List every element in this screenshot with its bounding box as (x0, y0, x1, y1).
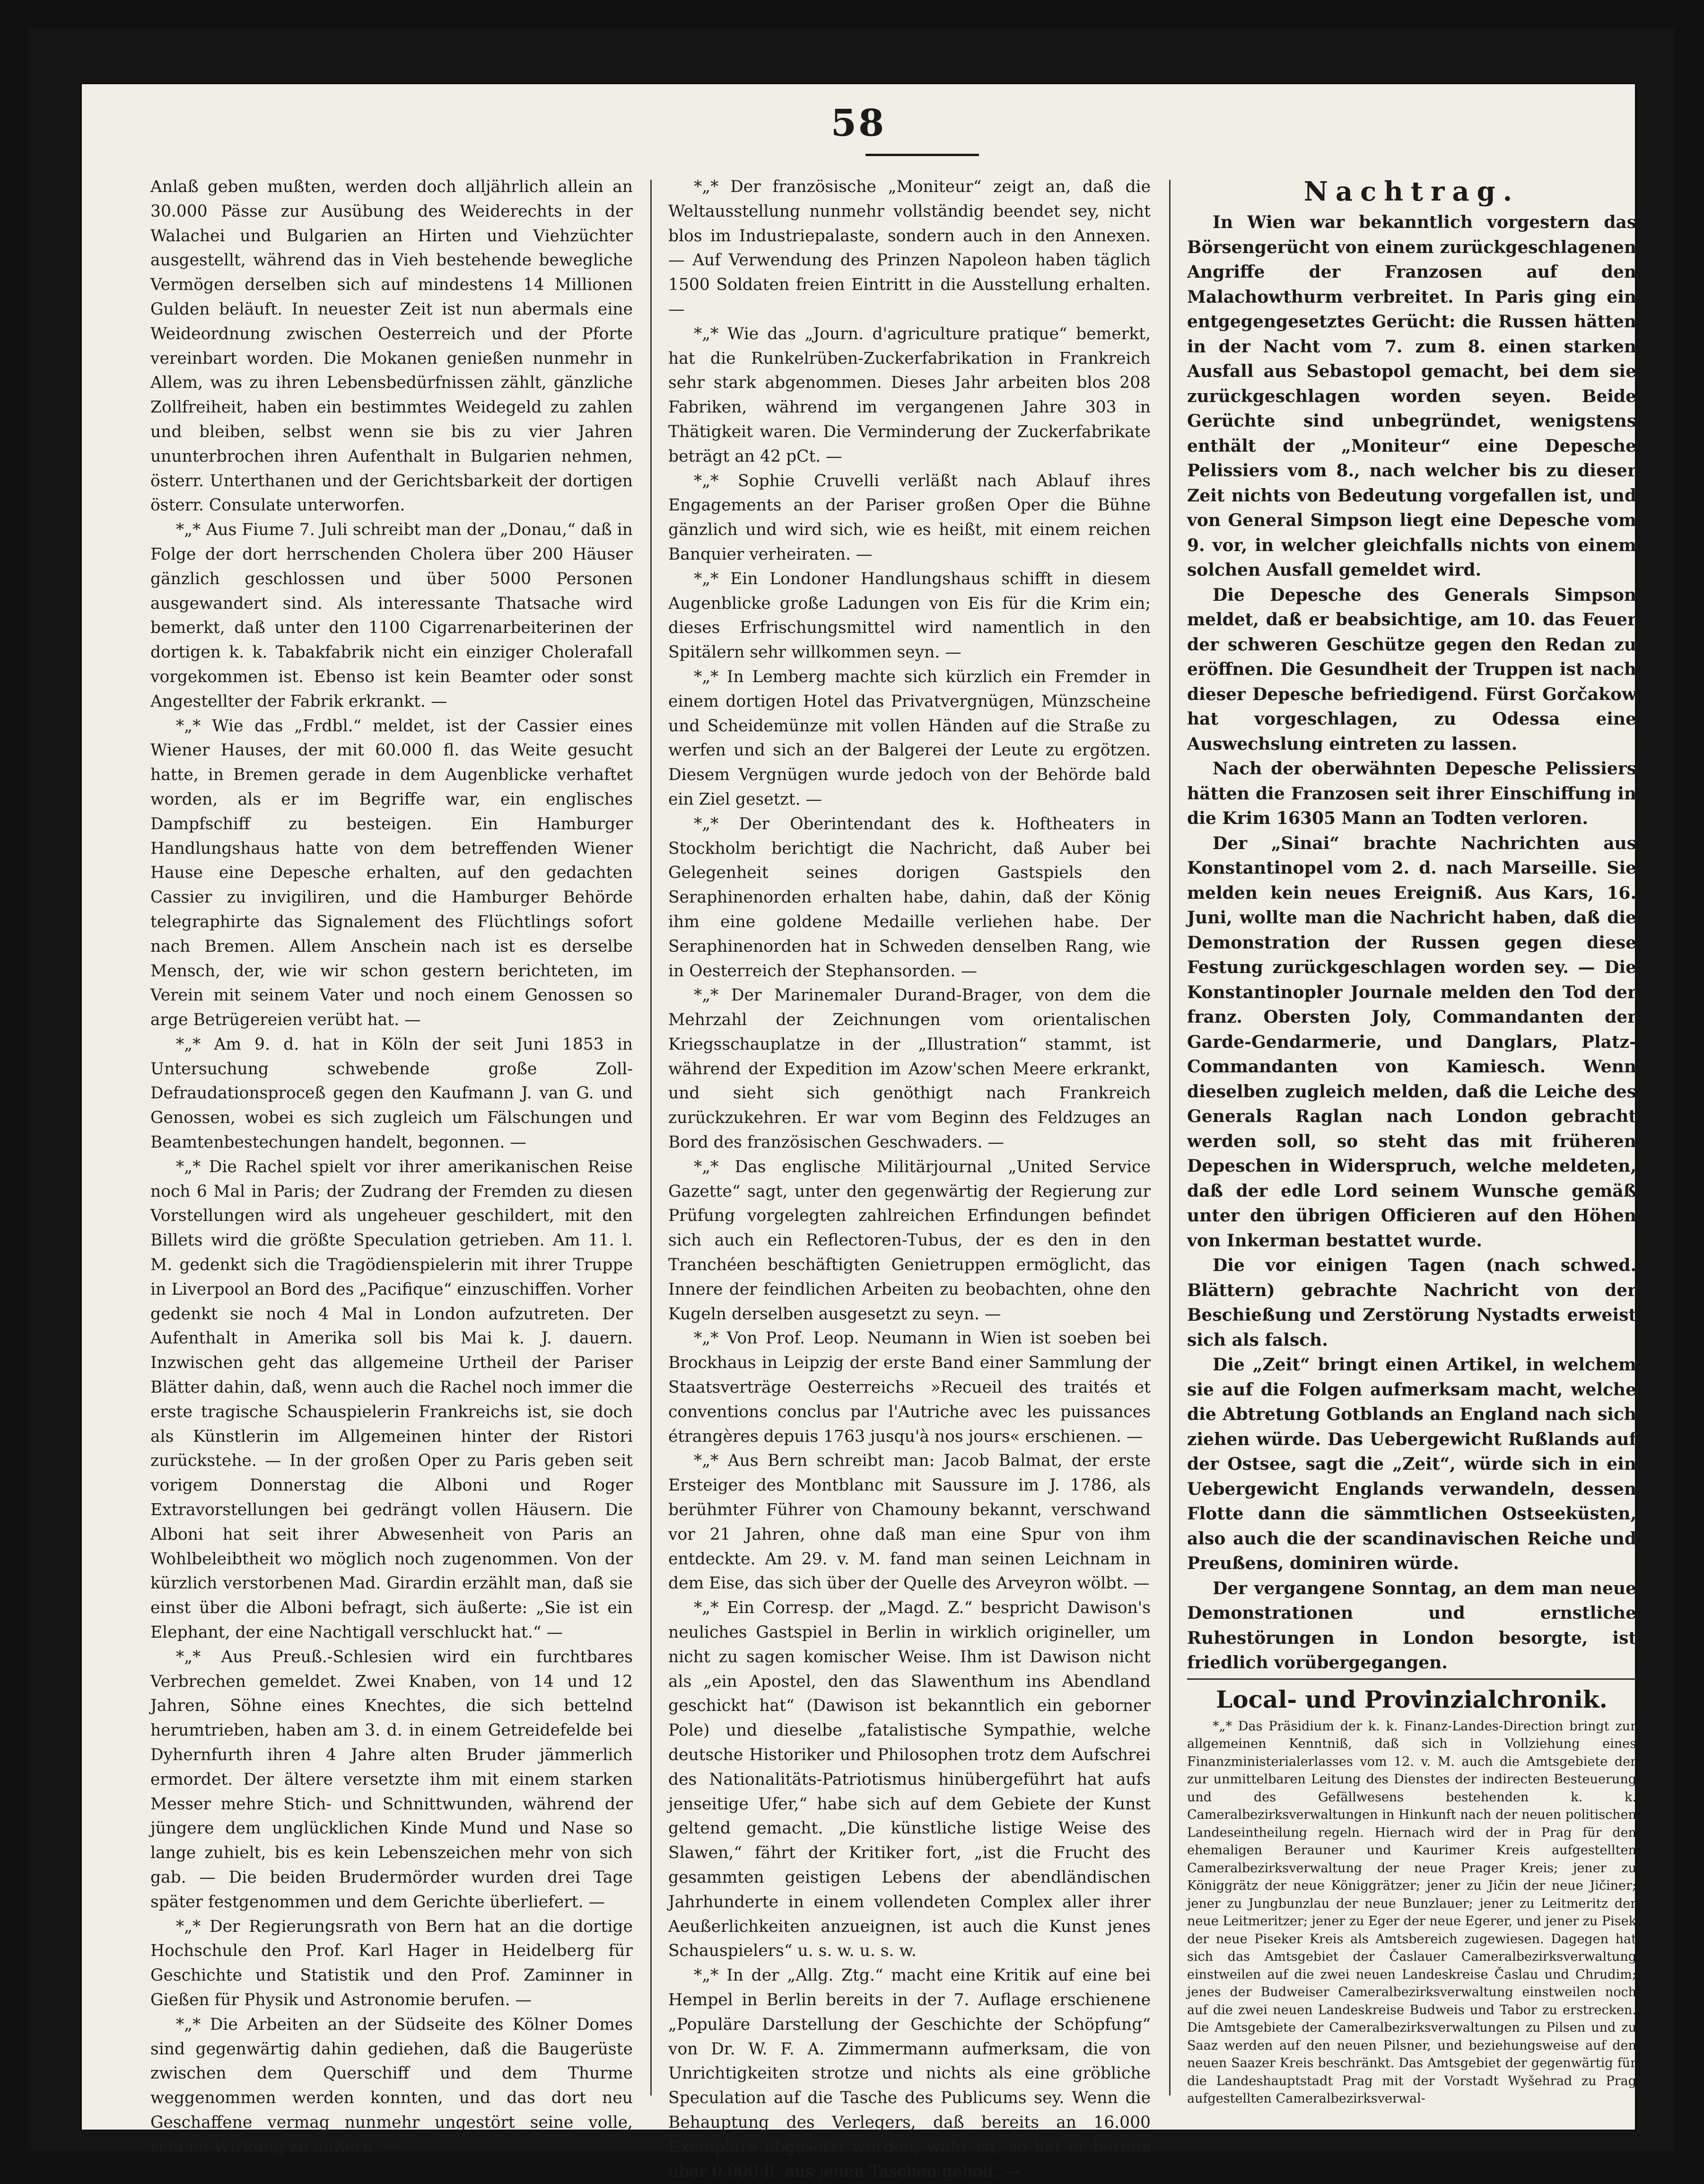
article-text: *„* In der „Allg. Ztg.“ macht eine Kritik auf eine bei Hempel in Berlin bereits in der 7. Auflage erschienene „Populäre Darstellung der Geschichte der Schöpfung“ von Dr. W. F. A. Zimmermann aufmerksam, die von Unrichtigkeiten strotze und nichts als eine gröbliche Speculation auf die Tasche des Publicums sey. Wenn die Behauptung des Verlegers, daß bereits an 16.000 Exemplare abgesetzt worden, wahr ist, so hat er bereits über 0.000 fl. aus jenen Taschen geholt. — (668, 1966, 1151, 2181)
article-text: *„* Wie das „Frdbl.“ meldet, ist der Cassier eines Wiener Hauses, der mit 60.000 fl. das Weite gesucht hatte, in Bremen gerade in dem Augenblicke verhaftet worden, als er im Begriffe war, ein englisches Dampfschiff zu besteigen. Ein Hamburger Handlungshaus hatte von dem betreffenden Wiener Hause eine Depesche erhalten, auf den gedachten Cassier zu invigiliren, und die Hamburger Behörde telegraphirte das Signalement des Flüchtlings sofort nach Bremen. Allem Anschein nach ist es derselbe Mensch, der, wie wir schon gestern berichteten, im Verein mit seinem Vater und noch einem Genossen so arge Betrügereien verübt hat. — (150, 716, 633, 1030)
page-number-rule (865, 154, 979, 156)
article-text: *„* Die Arbeiten an der Südseite des Kölner Domes sind gegenwärtig dahin gediehen, daß die Baugerüste zwischen dem Querschiff und dem Thurme weggenommen werden konnten, und das dort neu Geschaffene vermag nunmehr ungestört seine volle, schöne Wirkung zu äußern. — (150, 2015, 633, 2157)
column-2 (668, 175, 1151, 2181)
article-text: *„* Aus Fiume 7. Juli schreibt man der „Donau,“ daß in Folge der dort herrschenden Cholera über 200 Häuser gänzlich geschlossen und über 5000 Personen ausgewandert sind. Als interessante Thatsache wird bemerkt, daß unter den 1100 Cigarrenarbeiterinen der dortigen k. k. Tabakfabrik nicht ein einziger Cholerafall vorgekommen ist. Ebenso ist kein Beamter oder sonst Angestellter der Fabrik erkrankt. — (150, 520, 633, 711)
article-text: *„* Der Regierungsrath von Bern hat an die dortige Hochschule den Prof. Karl Hager in Heidelberg für Geschichte und Statistik und den Prof. Zaminner in Gießen für Physik und Astronomie berufen. — (150, 1917, 633, 2009)
article-text: Nach der oberwähnten Depesche Pelissiers hätten die Franzosen seit ihrer Einschiffung in die Krim 16305 Mann an Todten verloren. (1187, 759, 1636, 828)
column-3 (1187, 175, 1636, 2105)
article-text: *„* Am 9. d. hat in Köln der seit Juni 1853 in Untersuchung schwebende große Zoll-Defraudationsproceß gegen den Kaufmann J. van G. und Genossen, wobei es sich zugleich um Fälschungen und Beamtenbestechungen handelt, begonnen. — (150, 1035, 633, 1152)
section-heading-chronik: Local- und Provinzialchronik. (1216, 1685, 1608, 1713)
article-text: *„* Der Marinemaler Durand-Brager, von dem die Mehrzahl der Zeichnungen vom orientalischen Kriegsschauplatze in der „Illustration“ stammt, ist während der Expedition im Azow'schen Meere erkrankt, und sieht sich genöthigt nach Frankreich zurückzukehren. Er war vom Beginn des Feldzuges an Bord des französischen Geschwaders. — (668, 986, 1151, 1152)
newspaper-page (80, 83, 1636, 2181)
chronik-section (1187, 1718, 1636, 2108)
article-text: *„* Ein Corresp. der „Magd. Z.“ bespricht Dawison's neuliches Gastspiel in Berlin in wirklich origineller, um nicht zu sagen komischer Weise. Ihm ist Dawison nicht als „ein Apostel, den das Slawenthum ins Abendland geschickt hat“ (Dawison ist bekanntlich ein geborner Pole) und dieselbe „fatalistische Sympathie, welche deutsche Historiker und Philosophen trotz dem Aufschrei des Nationalitäts-Patriotismus hinübergeführt hat aufs jenseitige Ufer,“ habe sich auf dem Gebiete der Kunst geltend gemacht. „Die künstliche listige Weise des Slawen,“ fährt der Kritiker fort, „ist die Frucht des gesammten geistigen Lebens der abendländischen Jahrhunderte in einem vollendeten Complex aller ihrer Aeußerlichkeiten anzueignen, ist auch die Kunst jenes Schauspielers“ u. s. w. u. s. w. (668, 1598, 1151, 1961)
column-divider-1 (650, 180, 652, 2096)
article-text: Anlaß geben mußten, werden doch alljährlich allein an 30.000 Pässe zur Ausübung des Weiderechts in der Walachei und Bulgarien an Hirten und Viehzüchter ausgestellt, während das in Vieh bestehende bewegliche Vermögen derselben sich auf mindestens 14 Millionen Gulden beläuft. In neuester Zeit ist nun abermals eine Weideordnung zwischen Oesterreich und der Pforte vereinbart worden. Die Mokanen genießen nunmehr in Allem, was zu ihren Lebensbedürfnissen zählt, gänzliche Zollfreiheit, haben ein bestimmtes Weidegeld zu zahlen und bleiben, selbst wenn sie bis zu vier Jahren ununterbrochen ihren Aufenthalt in Bulgarien nehmen, österr. Unterthanen und der Gerichtsbarkeit der dortigen österr. Consulate unterworfen. (150, 177, 633, 515)
article-text: *„* In Lemberg machte sich kürzlich ein Fremder in einem dortigen Hotel das Privatvergnügen, Münzscheine und Scheidemünze mit vollen Händen auf die Straße zu werfen und sich an der Balgerei der Leute zu ergötzen. Diesem Vergnügen wurde jedoch von der Behörde bald ein Ziel gesetzt. — (668, 667, 1151, 809)
page-number: 58 (830, 102, 886, 145)
section-heading-nachtrag: Nachtrag. (1303, 176, 1520, 207)
article-text: Die „Zeit“ bringt einen Artikel, in welchem sie auf die Folgen aufmerksam macht, welche die Abtretung Gotblands an England nach sich ziehen würde. Das Uebergewicht Rußlands auf der Ostsee, sagt die „Zeit“, würde sich in ein Uebergewicht Englands verwandeln, dessen Flotte dann die sämmtlichen Ostseeküsten, also auch die der scandinavischen Reiche und Preußens, dominiren würde. (1187, 1355, 1636, 1573)
article-text: Der „Sinai“ brachte Nachrichten aus Konstantinopel vom 2. d. nach Marseille. Sie melden kein neues Ereigniß. Aus Kars, 16. Juni, wollte man die Nachricht haben, daß die Demonstration der Russen gegen diese Festung zurückgeschlagen worden sey. — Die Konstantinopler Journale melden den Tod der franz. Obersten Joly, Commandanten der Garde-Gendarmerie, und Danglars, Platz-Commandanten von Kamiesch. Wenn dieselben zugleich melden, daß die Leiche des Generals Raglan nach London gebracht werden soll, so steht das mit früheren Depeschen in Widerspruch, welche meldeten, daß der edle Lord seinem Wunsche gemäß unter den übrigen Officieren auf den Höhen von Inkerman bestattet wurde. (1187, 833, 1636, 1251)
section-rule (1187, 1678, 1636, 1680)
article-text: *„* Die Rachel spielt vor ihrer amerikanischen Reise noch 6 Mal in Paris; der Zudrang der Fremden zu diesen Vorstellungen wird als ungeheuer geschildert, mit den Billets wird die größte Speculation getrieben. Am 11. l. M. gedenkt sich die Tragödienspielerin mit ihrer Truppe in Liverpool an Bord des „Pacifique“ einzuschiffen. Vorher gedenkt sie noch 4 Mal in London aufzutreten. Der Aufenthalt in Amerika soll bis Mai k. J. dauern. Inzwischen geht das allgemeine Urtheil der Pariser Blätter dahin, daß, wenn auch die Rachel noch immer die erste tragische Schauspielerin Frankreichs ist, sie doch als Künstlerin im Allgemeinen hinter der Ristori zurückstehe. — In der großen Oper zu Paris geben seit vorigem Donnerstag die Alboni und Roger Extravorstellungen bei gedrängt vollen Häusern. Die Alboni hat seit ihrer Abwesenheit von Paris an Wohlbeleibtheit wo möglich noch zugenommen. Von der kürzlich verstorbenen Mad. Girardin erzählt man, daß sie einst über die Alboni befragt, sich äußerte: „Sie ist ein Elephant, der eine Nachtigall verschluckt hat.“ — (150, 1157, 633, 1642)
column-1 (150, 175, 633, 2157)
scan-frame (28, 28, 1674, 2181)
article-text: Die Depesche des Generals Simpson meldet, daß er beabsichtige, am 10. das Feuer der schweren Geschütze gegen den Redan zu eröffnen. Die Gesundheit der Truppen ist nach dieser Depesche befriedigend. Fürst Gorčakow hat vorgeschlagen, zu Odessa eine Auswechslung eintreten zu lassen. (1187, 585, 1636, 754)
article-text: *„* Von Prof. Leop. Neumann in Wien ist soeben bei Brockhaus in Leipzig der erste Band einer Sammlung der Staatsverträge Oesterreichs »Recueil des traités et conventions conclus par l'Autriche avec les puissances étrangères depuis 1763 jusqu'à nos jours« erschienen. — (668, 1329, 1151, 1446)
nachtrag-section (1187, 210, 1636, 1675)
article-text: *„* Aus Preuß.-Schlesien wird ein furchtbares Verbrechen gemeldet. Zwei Knaben, von 14 und 12 Jahren, Söhne eines Knechtes, die sich bettelnd herumtrieben, haben am 3. d. in einem Getreidefelde bei Dyhernfurth ihren 4 Jahre alten Bruder jämmerlich ermordet. Der ältere versetzte ihm mit einem starken Messer mehre Stich- und Schnittwunden, während der jüngere dem unglücklichen Kinde Mund und Nase so lange zuhielt, bis es kein Lebenszeichen mehr von sich gab. — Die beiden Brudermörder wurden drei Tage später festgenommen und dem Gerichte überliefert. — (150, 1647, 633, 1912)
column-divider-2 (1169, 180, 1171, 2096)
article-text: Die vor einigen Tagen (nach schwed. Blättern) gebrachte Nachricht von der Beschießung und Zerstörung Nystadts erweist sich als falsch. (1187, 1255, 1636, 1350)
article-text: *„* Das englische Militärjournal „United Service Gazette“ sagt, unter den gegenwärtig der Regierung zur Prüfung vorgelegten zahlreichen Erfindungen befindet sich auch ein Reflectoren-Tubus, der es den in den Tranchéen beschäftigten Genietruppen ermöglicht, das Innere der feindlichen Arbeiten zu beobachten, ohne den Kugeln derselben ausgesetzt zu seyn. — (668, 1157, 1151, 1324)
article-text: *„* Ein Londoner Handlungshaus schifft in diesem Augenblicke große Ladungen von Eis für die Krim ein; dieses Erfrischungsmittel wird namentlich in den Spitälern sehr willkommen seyn. — (668, 569, 1151, 662)
article-text: *„* Der französische „Moniteur“ zeigt an, daß die Weltausstellung nunmehr vollständig beendet sey, nicht blos im Industriepalaste, sondern auch in den Annexen. — Auf Verwendung des Prinzen Napoleon haben täglich 1500 Soldaten freien Eintritt in die Ausstellung erhalten. — (668, 177, 1151, 319)
article-text: In Wien war bekanntlich vorgestern das Börsengerücht von einem zurückgeschlagenen Angriffe der Franzosen auf den Malachowthurm verbreitet. In Paris ging ein entgegengesetztes Gerücht: die Russen hätten in der Nacht vom 7. zum 8. einen starken Ausfall aus Sebastopol gemacht, bei dem sie zurückgeschlagen worden seyen. Beide Gerüchte sind unbegründet, wenigstens enthält der „Moniteur“ eine Depesche Pelissiers vom 8., nach welcher bis zu dieser Zeit nichts von Bedeutung vorgefallen ist, und von General Simpson liegt eine Depesche vom 9. vor, in welcher gleichfalls nichts von einem solchen Ausfall gemeldet wird. (1187, 212, 1636, 580)
article-text: *„* Aus Bern schreibt man: Jacob Balmat, der erste Ersteiger des Montblanc mit Saussure im J. 1786, als berühmter Führer von Chamouny bekannt, verschwand vor 21 Jahren, ohne daß man eine Spur von ihm entdeckte. Am 29. v. M. fand man seinen Leichnam in dem Eise, das sich über der Quelle des Arveyron wölbt. — (668, 1451, 1151, 1593)
article-text: *„* Das Präsidium der k. k. Finanz-Landes-Direction bringt zur allgemeinen Kenntniß, daß sich in Vollziehung eines Finanzministerialerlasses vom 12. v. M. auch die Amtsgebiete der zur unmittelbaren Leitung des Dienstes der indirecten Besteuerung und des Gefällwesens bestehenden k. k. Cameralbezirksverwaltungen in Hinkunft nach der neuen politischen Landeseintheilung regeln. Hiernach wird der in Prag für den ehemaligen Berauner und Kaurimer Kreis aufgestellten Cameralbezirksverwaltung der neue Prager Kreis; jener zu Königgrätz der neue Königgrätzer; jener zu Jičin der neue Jičiner; jener zu Jungbunzlau der neue Bunzlauer; jener zu Leitmeritz der neue Leitmeritzer; jener zu Eger der neue Egerer, und jener zu Pisek der neue Piseker Kreis als Amtsbereich zugewiesen. Dagegen hat sich das Amtsgebiet der Časlauer Cameralbezirksverwaltung einstweilen auf die zwei neuen Landeskreise Časlau und Chrudim; jenes der Budweiser Cameralbezirksverwaltung einstweilen noch auf die zwei neuen Landeskreise Budweis und Tabor zu erstrecken. Die Amtsgebiete der Cameralbezirksverwaltungen zu Pilsen und zu Saaz werden auf den neuen Pilsner, und beziehungsweise auf den neuen Saazer Kreis beschränkt. Das Amtsgebiet der gegenwärtig für die Landeshauptstadt Prag mit der Vorstadt Wyšehrad zu Prag aufgestellten Cameralbezirksverwal- (1187, 1719, 1636, 2106)
article-text: Der vergangene Sonntag, an dem man neue Demonstrationen und ernstliche Ruhestörungen in London besorgte, ist friedlich vorübergegangen. (1187, 1578, 1636, 1673)
article-text: *„* Wie das „Journ. d'agriculture pratique“ bemerkt, hat die Runkelrüben-Zuckerfabrikation in Frankreich sehr stark abgenommen. Dieses Jahr arbeiten blos 208 Fabriken, während im vergangenen Jahre 303 in Thätigkeit waren. Die Verminderung der Zuckerfabrikate beträgt an 42 pCt. — (668, 324, 1151, 466)
article-text: *„* Sophie Cruvelli verläßt nach Ablauf ihres Engagements an der Pariser großen Oper die Bühne gänzlich und wird sich, wie es heißt, mit einem reichen Banquier verheiraten. — (668, 471, 1151, 564)
article-text: *„* Der Oberintendant des k. Hoftheaters in Stockholm berichtigt die Nachricht, daß Auber bei Gelegenheit seines dorigen Gastspiels den Seraphinenorden erhalten habe, dahin, daß der König ihm eine goldene Medaille verliehen habe. Der Seraphinenorden hat in Schweden denselben Rang, wie in Oesterreich der Stephansorden. — (668, 814, 1151, 981)
